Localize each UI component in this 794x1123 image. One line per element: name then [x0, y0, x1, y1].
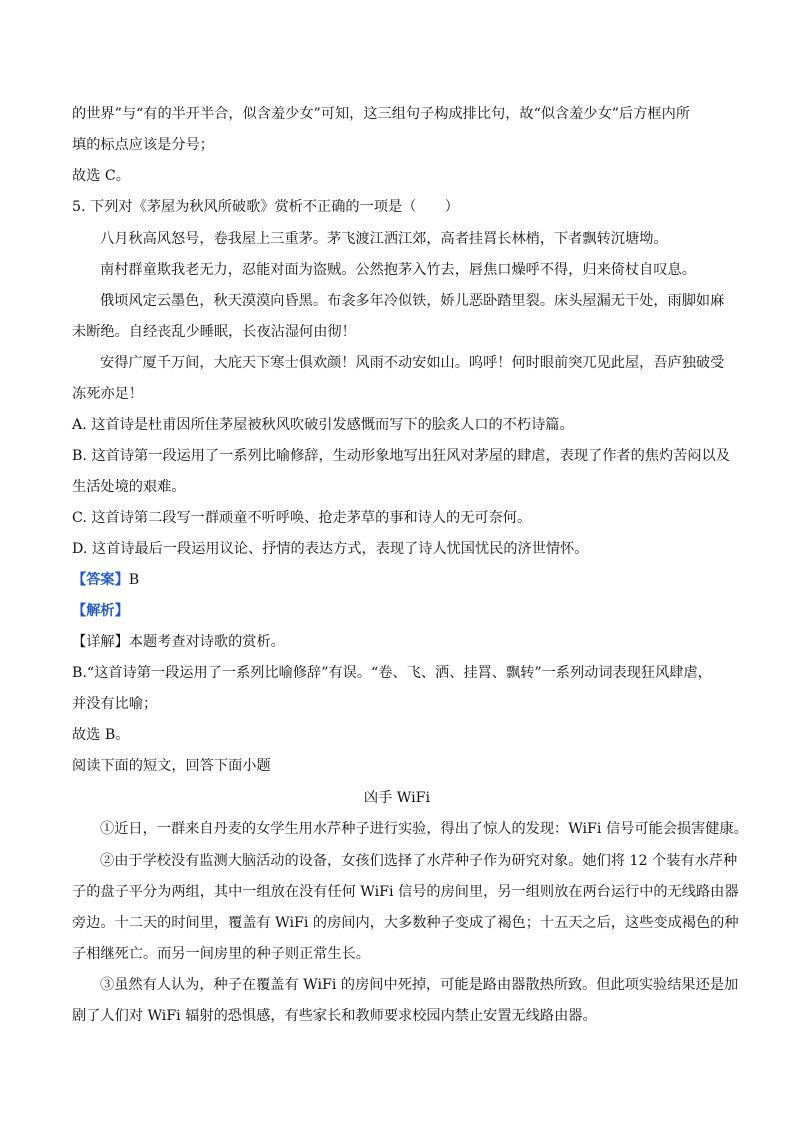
- continued-text-line: 填的标点应该是分号；: [72, 137, 214, 153]
- analysis-label: 【解析】: [72, 603, 129, 619]
- analysis-line: [72, 602, 732, 620]
- explanation-line: B.“这首诗第一段运用了一系列比喻修辞”有误。“卷、飞、洒、挂罥、飘转”一系列动词表现狂风肆虐，: [72, 665, 712, 681]
- detail-line: [72, 633, 732, 651]
- option-a: A. 这首诗是杜甫因所住茅屋被秋风吹破引发感慨而写下的脍炙人口的不朽诗篇。: [72, 417, 574, 433]
- conclusion-text: 故选 C。: [72, 168, 130, 184]
- reading-instruction: 阅读下面的短文，回答下面小题: [72, 758, 271, 774]
- poem-line: 安得广厦千万间，大庇天下寒士俱欢颜！风雨不动安如山。呜呼！何时眼前突兀见此屋，吾庐独破受: [100, 355, 725, 371]
- article-paragraph: ①近日，一群来自丹麦的女学生用水芹种子进行实验，得出了惊人的发现：WiFi 信号可能会损害健康。: [100, 821, 748, 837]
- article-title: 凶手 WiFi: [363, 790, 431, 806]
- article-paragraph-line: 旁边。十二天的时间里，覆盖有 WiFi 的房间内，大多数种子变成了褐色；十五天之后，这些变成褐色的种: [72, 915, 739, 931]
- article-paragraph: ②由于学校没有监测大脑活动的设备，女孩们选择了水芹种子作为研究对象。她们将 12 个装有水芹种: [100, 853, 738, 869]
- detail-text: 本题考查对诗歌的赏析。: [128, 634, 285, 650]
- answer-line: [72, 571, 732, 589]
- poem-line: 未断绝。自经丧乱少睡眠，长夜沾湿何由彻！: [72, 324, 356, 340]
- answer-label: 【答案】: [72, 572, 129, 588]
- option-d: D. 这首诗最后一段运用议论、抒情的表达方式，表现了诗人忧国忧民的济世情怀。: [72, 541, 589, 557]
- option-b-continued: 生活处境的艰难。: [72, 479, 186, 495]
- poem-line: 八月秋高风怒号，卷我屋上三重茅。茅飞渡江洒江郊，高者挂罥长林梢，下者飘转沉塘坳。: [100, 231, 668, 247]
- answer-value: B: [128, 572, 140, 588]
- article-paragraph: ③虽然有人认为，种子在覆盖有 WiFi 的房间中死掉，可能是路由器散热所致。但此项实验结果还是加: [100, 977, 739, 993]
- poem-line: 南村群童欺我老无力，忍能对面为盗贼。公然抱茅入竹去，唇焦口燥呼不得，归来倚杖自叹息。: [100, 262, 696, 278]
- option-b: B. 这首诗第一段运用了一系列比喻修辞，生动形象地写出狂风对茅屋的肆虐，表现了作者的焦灼苦闷以及: [72, 448, 730, 464]
- explanation-line: 并没有比喻；: [72, 696, 158, 712]
- article-paragraph-line: 剧了人们对 WiFi 辐射的恐惧感，有些家长和教师要求校园内禁止安置无线路由器。: [72, 1008, 597, 1024]
- continued-text-line: 的世界”与“有的半开半合，似含羞少女”可知，这三组句子构成排比句，故“似含羞少女”后方框内所: [72, 106, 690, 122]
- option-c: C. 这首诗第二段写一群顽童不听呼唤、抢走茅草的事和诗人的无可奈何。: [72, 510, 532, 526]
- question-stem: 5. 下列对《茅屋为秋风所破歌》赏析不正确的一项是（ ）: [72, 199, 459, 215]
- article-paragraph-line: 子的盘子平分为两组，其中一组放在没有任何 WiFi 信号的房间里，另一组则放在两台运行中的无线路由器: [72, 884, 739, 900]
- conclusion-text: 故选 B。: [72, 727, 130, 743]
- detail-label: 【详解】: [72, 634, 129, 650]
- article-paragraph-line: 子相继死亡。而另一间房里的种子则正常生长。: [72, 946, 370, 962]
- poem-line: 冻死亦足！: [72, 386, 143, 402]
- poem-line: 俄顷风定云墨色，秋天漠漠向昏黑。布衾多年冷似铁，娇儿恶卧踏里裂。床头屋漏无干处，雨脚如麻: [100, 293, 725, 309]
